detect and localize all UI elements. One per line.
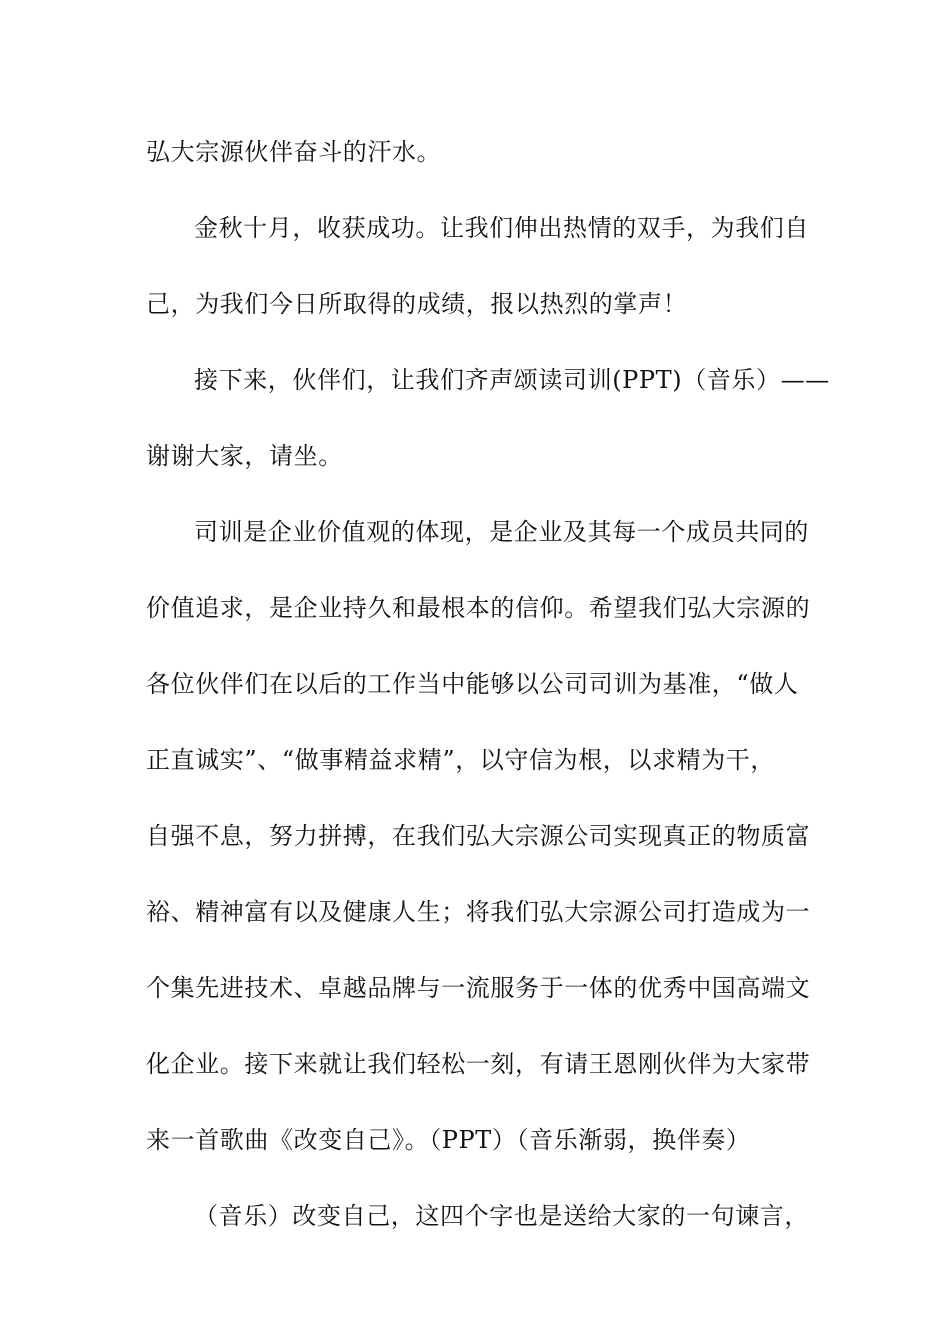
text-line: 司训是企业价值观的体现，是企业及其每一个成员共同的 [194, 518, 809, 546]
text-line: 来一首歌曲《改变自己》。（PPT）（音乐渐弱，换伴奏） [146, 1126, 751, 1154]
text-line: 己，为我们今日所取得的成绩，报以热烈的掌声！ [146, 290, 688, 318]
text-line: 个集先进技术、卓越品牌与一流服务于一体的优秀中国高端文 [146, 974, 811, 1002]
text-line: 金秋十月，收获成功。让我们伸出热情的双手，为我们自 [194, 214, 809, 242]
text-line: 化企业。接下来就让我们轻松一刻，有请王恩刚伙伴为大家带 [146, 1050, 811, 1078]
text-line: 各位伙伴们在以后的工作当中能够以公司司训为基准，“做人 [146, 670, 799, 698]
text-line: 接下来，伙伴们，让我们齐声颂读司训(PPT)（音乐）—— [194, 366, 830, 394]
text-line: 裕、精神富有以及健康人生；将我们弘大宗源公司打造成为一 [146, 898, 811, 926]
text-line: 谢谢大家，请坐。 [146, 442, 343, 470]
text-line: （音乐）改变自己，这四个字也是送给大家的一句谏言， [194, 1202, 809, 1230]
text-line: 自强不息，努力拼搏，在我们弘大宗源公司实现真正的物质富 [146, 822, 811, 850]
text-line: 正直诚实”、“做事精益求精”，以守信为根，以求精为干， [146, 746, 776, 774]
text-line: 价值追求，是企业持久和最根本的信仰。希望我们弘大宗源的 [146, 594, 811, 622]
text-line: 弘大宗源伙伴奋斗的汗水。 [146, 138, 442, 166]
